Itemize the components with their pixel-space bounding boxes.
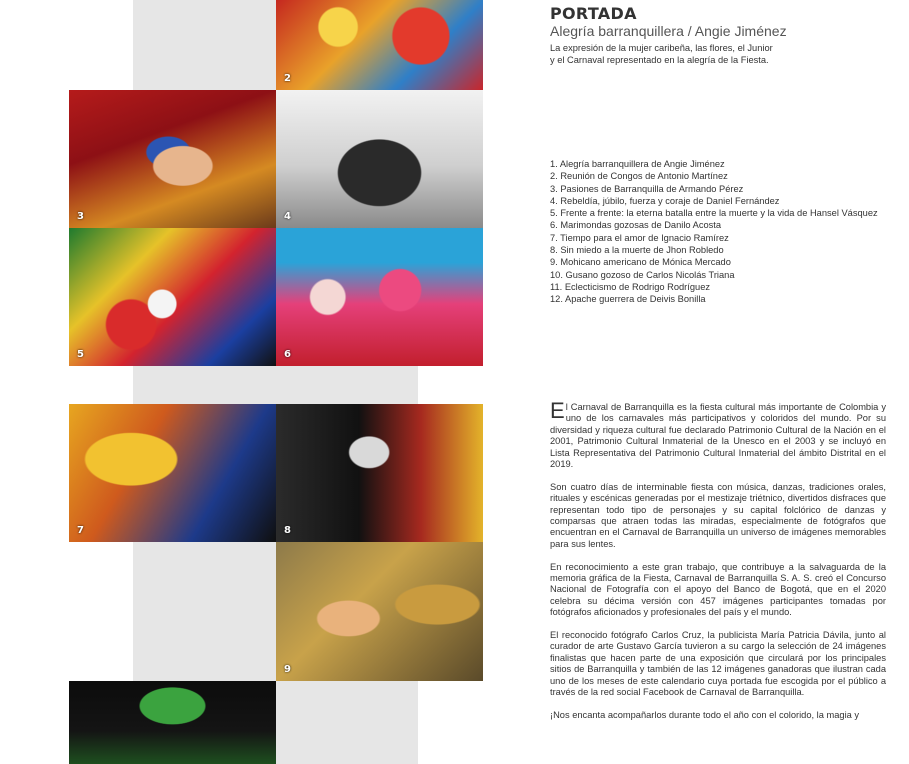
photo-7 (69, 404, 276, 542)
photo-number: 4 (284, 211, 291, 222)
cover-subtitle: Alegría barranquillera / Angie Jiménez (550, 23, 787, 39)
photo-9 (276, 542, 483, 681)
intro-line: y el Carnaval representado en la alegría de la Fiesta. (550, 54, 769, 65)
photo-8 (276, 404, 483, 542)
credit-item: 1. Alegría barranquillera de Angie Jiménez (550, 159, 725, 169)
paragraph: En reconocimiento a este gran trabajo, que contribuye a la salvaguarda de la memoria gráfica de la Fiesta, Carnaval de Barranquilla S. A. S. creó el Concurso Nacional de Fotografía con el apoyo del Banco de Bogotá, que en el 2020 celebra su décima versión con 457 imágenes participantes tomadas por fotógrafos aficionados y profesionales del país y el mundo. (550, 561, 886, 618)
photo-number: 3 (77, 211, 84, 222)
photo-number: 7 (77, 525, 84, 536)
credit-item: 7. Tiempo para el amor de Ignacio Ramírez (550, 232, 729, 243)
drop-cap: E (550, 398, 565, 423)
photo-number: 5 (77, 349, 84, 360)
photo-number: 8 (284, 525, 291, 536)
photo-10 (69, 681, 276, 764)
page-title: PORTADA (550, 4, 637, 23)
credit-item: 11. Eclecticismo de Rodrigo Rodríguez (550, 281, 711, 292)
cover-description (550, 43, 800, 66)
photo-4 (276, 90, 483, 228)
paragraph-text: l Carnaval de Barranquilla es la fiesta cultural más importante de Colombia y uno de los carnavales más participativos y coloridos del mundo. Por su diversidad y riqueza cultural fue declarado Patrimonio Cultural de la Nación en el 2001, Patrimonio Cultural Inmaterial de la Unesco en el 2003 y se incluyó en Lista Representativa del Patrimonio Cultural Inmaterial del ámbito Distrital en el 2019. (550, 402, 886, 470)
photo-3 (69, 90, 276, 228)
credit-item: 10. Gusano gozoso de Carlos Nicolás Triana (550, 269, 735, 280)
paragraph: ¡Nos encanta acompañarlos durante todo el año con el colorido, la magia y (550, 709, 860, 720)
credit-item: 2. Reunión de Congos de Antonio Martínez (550, 171, 728, 182)
photo-5 (69, 228, 276, 366)
photo-number: 6 (284, 349, 291, 360)
intro-line: La expresión de la mujer caribeña, las flores, el Junior (550, 43, 773, 53)
credit-item: 5. Frente a frente: la eterna batalla entre la muerte y la vida de Hansel Vásquez (550, 208, 878, 219)
paragraph: Son cuatro días de interminable fiesta con música, danzas, tradiciones orales, rituales y escénicas generadas por el mestizaje triétnico, divertidos disfraces que representan todo tipo de personajes y su capital folclórico de danzas y comparsas que atraen todas las miradas, especialmente de fotógrafos que encuentran en el Carnaval de Barranquilla un universo de imágenes memorables para sus lentes. (550, 481, 886, 549)
photo-2 (276, 0, 483, 90)
credit-item: 4. Rebeldía, júbilo, fuerza y coraje de Daniel Fernández (550, 195, 780, 206)
credit-item: 6. Marimondas gozosas de Danilo Acosta (550, 220, 722, 231)
credit-item: 9. Mohicano americano de Mónica Mercado (550, 257, 731, 268)
paragraph: El reconocido fotógrafo Carlos Cruz, la publicista María Patricia Dávila, junto al curador de arte Gustavo García tuvieron a su cargo la selección de 24 imágenes finalistas que hacen parte de una exposición que circulará por los principales sitios de Barranquilla y también de las 12 imágenes ganadoras que ilustran cada uno de los meses de este calendario cuya portada fue escogida por el público a través de la red social Facebook de Carnaval de Barranquilla. (550, 630, 886, 698)
credit-item: 8. Sin miedo a la muerte de Jhon Robledo (550, 245, 724, 256)
article-body (550, 398, 886, 733)
photo-number: 9 (284, 664, 291, 675)
photo-number: 2 (284, 73, 291, 84)
credit-item: 3. Pasiones de Barranquilla de Armando Pérez (550, 183, 744, 194)
paragraph (550, 398, 886, 470)
credit-item: 12. Apache guerrera de Deivis Bonilla (550, 294, 706, 305)
photo-6 (276, 228, 483, 366)
photo-credits-list (550, 158, 886, 306)
